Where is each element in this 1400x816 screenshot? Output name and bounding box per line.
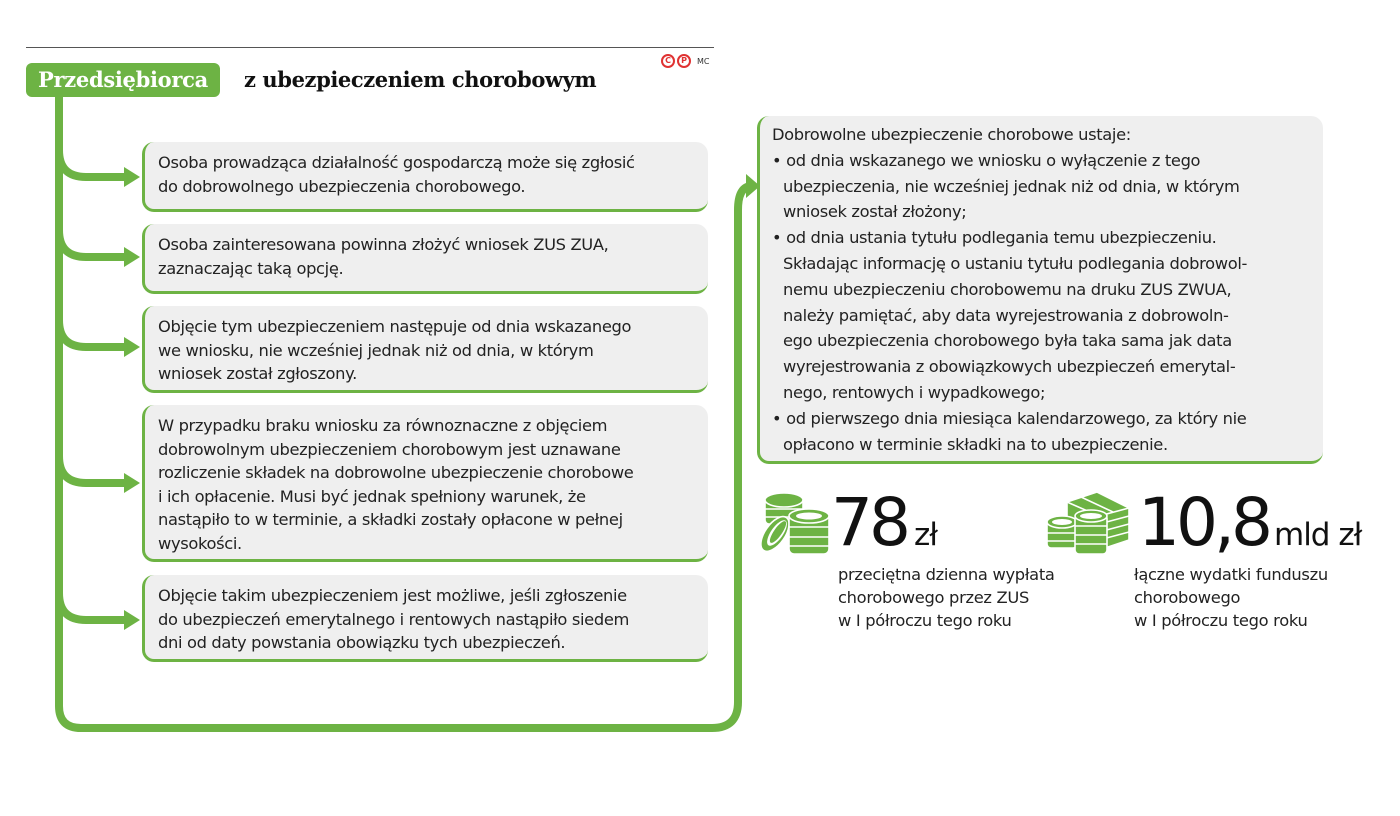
stat-description-line: łączne wydatki funduszu (1134, 565, 1328, 584)
stat-description-line: w I półroczu tego roku (1134, 611, 1308, 630)
money-stack-icon (1045, 488, 1135, 556)
bullet-line: nego, rentowych i wypadkowego; (783, 382, 1046, 402)
step-text-line: we wniosku, nie wcześniej jednak niż od dnia, w którym (158, 340, 594, 360)
stat-description-line: przeciętna dzienna wypłata (838, 565, 1055, 584)
bullet-line: Składając informację o ustaniu tytułu podlegania dobrowol- (783, 253, 1248, 273)
bullet-line: wniosek został złożony; (783, 202, 967, 222)
bullet-line: ego ubezpieczenia chorobowego była taka sama jak data (783, 331, 1232, 351)
bullet-line: • od dnia ustania tytułu podlegania temu ubezpieczeniu. (772, 228, 1217, 248)
bullet-line: nemu ubezpieczeniu chorobowemu na druku ZUS ZWUA, (783, 279, 1232, 299)
arrow-right-icon (124, 473, 140, 493)
step-text-line: do dobrowolnego ubezpieczenia chorobowego. (158, 176, 526, 196)
p-icon: P (677, 54, 691, 68)
stat-value-fund-expenses: 10,8 (1138, 484, 1269, 561)
stat-description-line: chorobowego (1134, 588, 1241, 607)
step-box-4 (142, 405, 708, 562)
step-text-line: Osoba prowadząca działalność gospodarczą może się zgłosić (158, 153, 635, 172)
step-box-2 (142, 224, 708, 294)
step-box-1 (142, 142, 708, 212)
step-text-line: dni od daty powstania obowiązku tych ubezpieczeń. (158, 633, 566, 652)
arrow-right-icon (124, 167, 140, 187)
bullet-line: • od pierwszego dnia miesiąca kalendarzowego, za który nie (772, 408, 1247, 428)
termination-bullet-3 (772, 406, 1309, 458)
bullet-line: • od dnia wskazanego we wniosku o wyłączenie z tego (772, 150, 1201, 170)
step-text-line: wniosek został zgłoszony. (158, 364, 357, 383)
header-badge: Przedsiębiorca (26, 63, 220, 97)
stat-unit-daily-benefit: zł (914, 517, 938, 553)
stat-unit-fund-expenses: mld zł (1274, 517, 1362, 553)
stat-description-line: chorobowego przez ZUS (838, 588, 1030, 607)
step-text-line: nastąpiło to w terminie, a składki zostały opłacone w pełnej (158, 510, 623, 529)
step-text-line: wysokości. (158, 533, 242, 553)
page-title: z ubezpieczeniem chorobowym (244, 67, 597, 92)
step-text-line: do ubezpieczeń emerytalnego i rentowych nastąpiło siedem (158, 609, 629, 629)
step-box-3 (142, 306, 708, 393)
arrow-right-icon (124, 337, 140, 357)
termination-bullet-2 (772, 225, 1309, 406)
step-text-line: Osoba zainteresowana powinna złożyć wniosek ZUS ZUA, (158, 235, 609, 254)
arrow-right-icon (124, 247, 140, 267)
stat-value-daily-benefit: 78 (831, 484, 907, 561)
bullet-line: należy pamiętać, aby data wyrejestrowania z dobrowoln- (783, 305, 1229, 325)
termination-bullet-1 (772, 148, 1309, 225)
stat-description-fund-expenses (1134, 563, 1328, 632)
stat-description-line: w I półroczu tego roku (838, 611, 1012, 630)
step-text-line: Objęcie takim ubezpieczeniem jest możliwe, jeśli zgłoszenie (158, 586, 627, 605)
copyright-icon: C (661, 54, 675, 68)
termination-heading: Dobrowolne ubezpieczenie chorobowe ustaje: (772, 125, 1131, 144)
stat-description-daily-benefit (838, 563, 1055, 632)
bullet-line: opłacono w terminie składki na to ubezpieczenie. (783, 434, 1168, 454)
step-text-line: W przypadku braku wniosku za równoznaczne z objęciem (158, 416, 608, 435)
coins-icon (757, 490, 835, 556)
arrow-right-icon (124, 610, 140, 630)
step-text-line: rozliczenie składek na dobrowolne ubezpieczenie chorobowe (158, 463, 634, 482)
step-box-5 (142, 575, 708, 662)
step-text-line: dobrowolnym ubezpieczeniem chorobowym jest uznawane (158, 439, 621, 459)
termination-box (757, 116, 1323, 464)
bullet-line: ubezpieczenia, nie wcześniej jednak niż od dnia, w którym (783, 176, 1240, 196)
author-initials: MC (697, 56, 710, 66)
bullet-line: wyrejestrowania z obowiązkowych ubezpieczeń emerytal- (783, 357, 1236, 377)
step-text-line: i ich opłacenie. Musi być jednak spełniony warunek, że (158, 486, 586, 506)
step-text-line: Objęcie tym ubezpieczeniem następuje od dnia wskazanego (158, 317, 632, 336)
step-text-line: zaznaczając taką opcję. (158, 258, 344, 278)
